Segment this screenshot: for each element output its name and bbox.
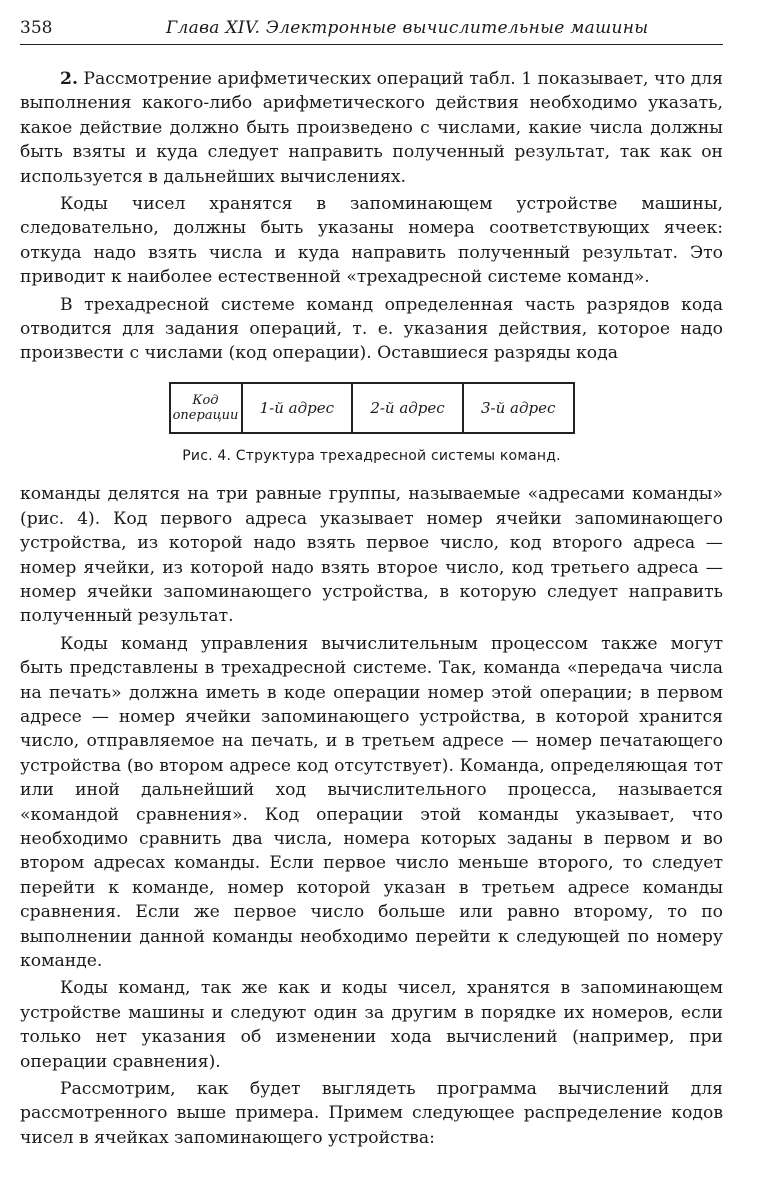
running-title: Глава XIV. Электронные вычислительные машины bbox=[166, 18, 649, 38]
figure-caption: Рис. 4. Структура трехадресной системы команд. bbox=[182, 447, 561, 464]
page-body bbox=[20, 67, 723, 1150]
paragraph-2: Коды чисел хранятся в запоминающем устройстве машины, следовательно, должны быть указаны номера соответствующих ячеек: откуда надо взять числа и куда направить полученный результат. Это приводит к наиболее естественной «трехадресной системе команд». bbox=[20, 194, 723, 288]
book-page bbox=[20, 14, 723, 1153]
paragraph-6: Коды команд, так же как и коды чисел, хранятся в запоминающем устройстве машины и следуют один за другим в порядке их номеров, если только нет указания об изменении хода вычислений (например, при операции сравнения). bbox=[20, 978, 723, 1072]
opcode-cell-line1: Код bbox=[192, 392, 219, 408]
address-2-cell: 2-й адрес bbox=[351, 384, 462, 432]
paragraph-3: В трехадресной системе команд определенная часть разрядов кода отводится для задания операций, т. е. указания действия, которое надо произвести с числами (код операции). Оставшиеся разряды кода bbox=[20, 294, 723, 364]
figure-4 bbox=[20, 382, 723, 468]
section-number: 2. bbox=[60, 69, 78, 89]
opcode-cell-line2: операции bbox=[172, 407, 239, 423]
opcode-cell bbox=[171, 384, 241, 432]
command-structure-table bbox=[169, 382, 575, 434]
page-header bbox=[20, 14, 723, 45]
paragraph-4: команды делятся на три равные группы, называемые «адресами команды» (рис. 4). Код первого адреса указывает номер ячейки запоминающего устройства, из которой надо взять первое число, код второго адреса — номер ячейки, из которой надо взять второе число, код третьего адреса — номер ячейки запоминающего устройства, в которую следует направить полученный результат. bbox=[20, 484, 723, 627]
paragraph-1 bbox=[20, 67, 723, 189]
paragraph-7: Рассмотрим, как будет выглядеть программа вычислений для рассмотренного выше примера. Примем следующее распределение кодов чисел в ячейках запоминающего устройства: bbox=[20, 1079, 723, 1148]
paragraph-5: Коды команд управления вычислительным процессом также могут быть представлены в трехадресной системе. Так, команда «передача числа на печать» должна иметь в коде операции номер этой операции; в первом адресе — номер ячейки запоминающего устройства, в которой хранится число, отправляемое на печать, и в третьем адресе — номер печатающего устройства (во втором адресе код отсутствует). Команда, определяющая тот или иной дальнейший ход вычислительного процесса, называется «командой сравнения». Код операции этой команды указывает, что необходимо сравнить два числа, номера которых заданы в первом и во втором адресах команды. Если первое число меньше второго, то следует перейти к команде, номер которой указан в третьем адресе команды сравнения. Если же первое число больше или равно второму, то по выполнении данной команды необходимо перейти к следующей по номеру команде. bbox=[20, 633, 723, 971]
address-1-cell: 1-й адрес bbox=[241, 384, 352, 432]
address-3-cell: 3-й адрес bbox=[462, 384, 573, 432]
page-number: 358 bbox=[20, 18, 53, 38]
paragraph-1-text: Рассмотрение арифметических операций табл. 1 показывает, что для выполнения какого-либо арифметического действия необходимо указать, какое действие должно быть произведено с числами, какие числа должны быть взяты и куда следует направить полученный результат, так как он используется в дальнейших вычислениях. bbox=[20, 69, 724, 187]
